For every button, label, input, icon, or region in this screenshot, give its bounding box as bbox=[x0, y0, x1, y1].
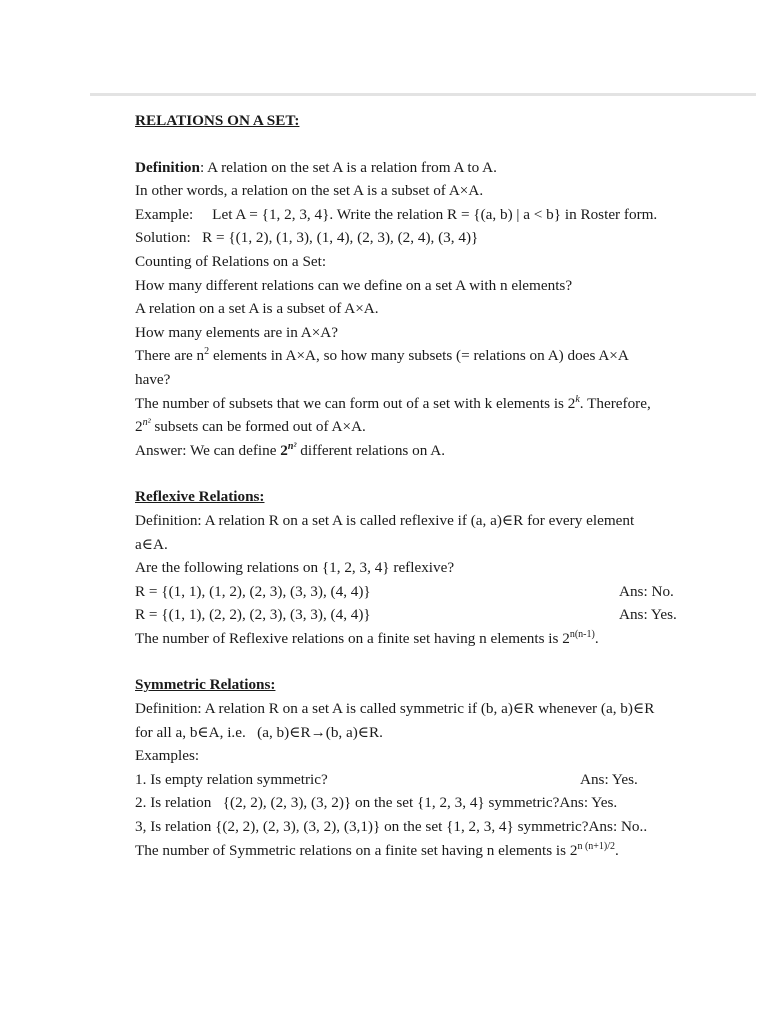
symmetric-example-1 bbox=[135, 768, 735, 792]
document-body bbox=[135, 109, 735, 862]
answer-post: different relations on A. bbox=[296, 441, 446, 459]
subsets-sup-text: k bbox=[575, 393, 580, 405]
formed-base: 2 bbox=[135, 418, 143, 436]
there-are-line bbox=[135, 344, 735, 368]
reflexive-question: Are the following relations on {1, 2, 3, 4} reflexive? bbox=[135, 559, 455, 577]
formed-sup bbox=[143, 417, 151, 428]
definition-text: : A relation on the set A is a relation from A to A. bbox=[199, 158, 497, 176]
definition-line bbox=[135, 156, 735, 180]
symmetric-count-line bbox=[135, 839, 735, 863]
section-title-reflexive: Reflexive Relations: bbox=[135, 488, 265, 506]
formed-line bbox=[135, 415, 735, 439]
have-line: have? bbox=[135, 370, 171, 388]
subsets-post: . Therefore, bbox=[579, 394, 651, 412]
reflexive-r1-answer: Ans: No. bbox=[619, 582, 674, 600]
there-post: elements in A×A, so how many subsets (= relations on A) does A×A bbox=[209, 347, 629, 365]
question-line-3: How many elements are in A×A? bbox=[135, 323, 338, 341]
symmetric-def-1: Definition: A relation R on a set A is called symmetric if (b, a)∈R whenever (a, b)∈R bbox=[135, 700, 655, 718]
reflexive-count-sup: n(n-1) bbox=[569, 628, 595, 640]
symmetric-examples-label: Examples: bbox=[135, 747, 200, 765]
reflexive-count-pre: The number of Reflexive relations on a finite set having n elements is 2 bbox=[135, 629, 570, 647]
symmetric-e1-answer: Ans: Yes. bbox=[580, 770, 638, 788]
spacer bbox=[135, 650, 735, 673]
answer-line bbox=[135, 439, 735, 463]
section-title-symmetric: Symmetric Relations: bbox=[135, 676, 276, 694]
subsets-pre: The number of subsets that we can form out of a set with k elements is 2 bbox=[135, 394, 576, 412]
top-divider bbox=[90, 93, 756, 96]
definition-label: Definition bbox=[135, 158, 200, 176]
answer-sup-text: n² bbox=[287, 440, 297, 452]
reflexive-def-2: a∈A. bbox=[135, 535, 168, 553]
counting-heading: Counting of Relations on a Set: bbox=[135, 252, 327, 270]
formed-sup-text: n² bbox=[142, 417, 151, 429]
there-sup: 2 bbox=[204, 346, 210, 358]
section-title-relations: RELATIONS ON A SET: bbox=[135, 112, 300, 129]
symmetric-count-post: . bbox=[615, 841, 619, 859]
example-line: Example: Let A = {1, 2, 3, 4}. Write the relation R = {(a, b) | a < b} in Roster form. bbox=[135, 205, 658, 223]
formed-post: subsets can be formed out of A×A. bbox=[150, 418, 366, 436]
reflexive-def-1: Definition: A relation R on a set A is called reflexive if (a, a)∈R for every element bbox=[135, 511, 635, 529]
symmetric-e1: 1. Is empty relation symmetric? bbox=[135, 770, 328, 788]
answer-base: 2 bbox=[280, 441, 288, 459]
reflexive-example-1 bbox=[135, 580, 735, 604]
symmetric-count-sup: n (n+1)/2 bbox=[577, 840, 616, 852]
reflexive-r1: R = {(1, 1), (1, 2), (2, 3), (3, 3), (4, 4)} bbox=[135, 582, 371, 600]
answer-pre: Answer: We can define bbox=[135, 441, 281, 459]
reflexive-example-2 bbox=[135, 603, 735, 627]
there-pre: There are n bbox=[135, 347, 205, 365]
reflexive-r2-answer: Ans: Yes. bbox=[619, 606, 677, 624]
reflexive-r2: R = {(1, 1), (2, 2), (2, 3), (3, 3), (4, 4)} bbox=[135, 606, 371, 624]
symmetric-example-3: 3, Is relation {(2, 2), (2, 3), (3, 2), (3,1)} on the set {1, 2, 3, 4} symmetric?Ans: No.. bbox=[135, 818, 648, 836]
subsets-line bbox=[135, 392, 735, 416]
symmetric-def-2: for all a, b∈A, i.e. (a, b)∈R→(b, a)∈R. bbox=[135, 723, 383, 741]
reflexive-count-post: . bbox=[594, 629, 599, 647]
solution-line: Solution: R = {(1, 2), (1, 3), (1, 4), (2, 3), (2, 4), (3, 4)} bbox=[135, 229, 479, 247]
question-line-2: A relation on a set A is a subset of A×A. bbox=[135, 300, 379, 318]
spacer bbox=[135, 462, 735, 485]
reflexive-count-line bbox=[135, 627, 735, 651]
question-line-1: How many different relations can we define on a set A with n elements? bbox=[135, 276, 573, 294]
symmetric-count-pre: The number of Symmetric relations on a finite set having n elements is 2 bbox=[135, 841, 578, 859]
symmetric-example-2: 2. Is relation {(2, 2), (2, 3), (3, 2)} on the set {1, 2, 3, 4} symmetric?Ans: Yes. bbox=[135, 794, 618, 812]
other-words-line: In other words, a relation on the set A is a subset of A×A. bbox=[135, 182, 484, 200]
spacer bbox=[135, 133, 735, 156]
